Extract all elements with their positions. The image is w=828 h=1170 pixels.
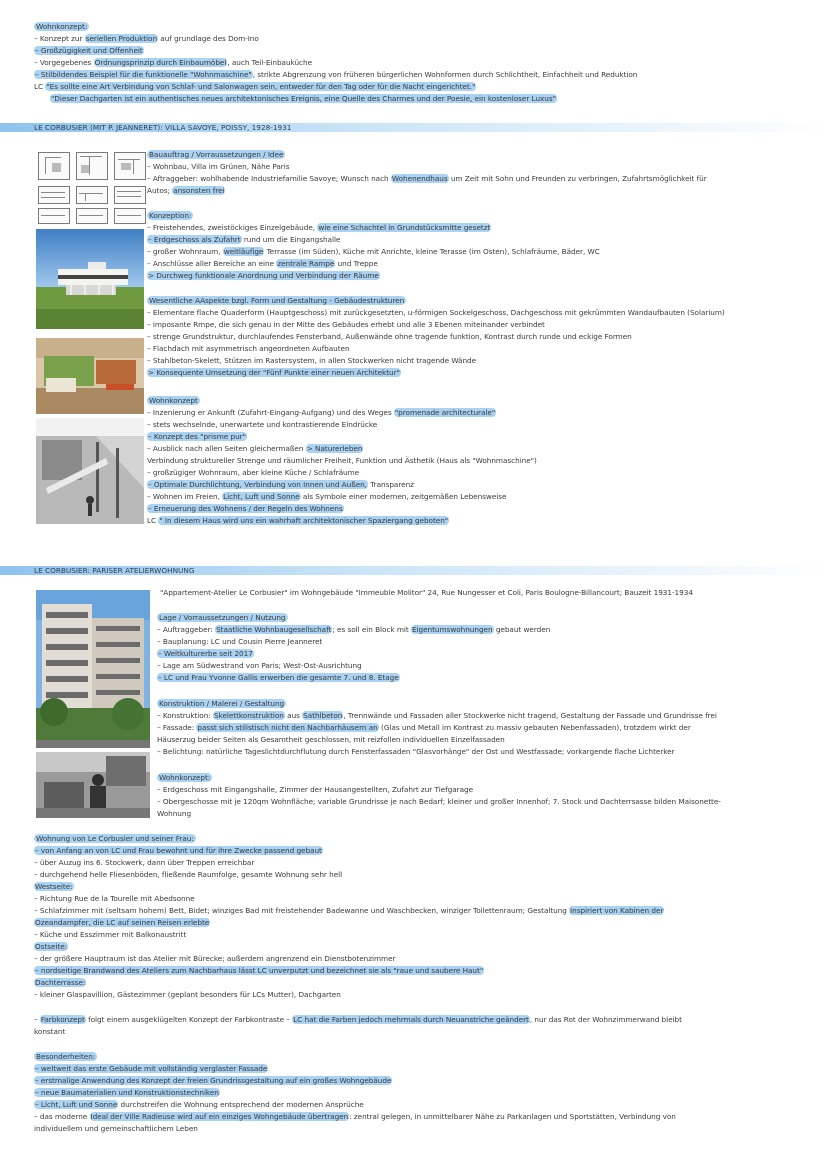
text-line: – Erneuerung des Wohnens / der Regeln des Wohnens bbox=[148, 504, 343, 513]
konzeption-heading: Konzeption: bbox=[149, 211, 192, 220]
text-line: – das moderne Ideal der Ville Radieuse wird auf ein einziges Wohngebäude übertragen: zentral gelegen, in unmittelbarer Nähe zu Parkanlagen und Sportstätten, Verbindung von bbox=[34, 1112, 676, 1121]
text-line: individuellem und gemeinschaftlichem Leben bbox=[34, 1124, 198, 1133]
bauauftrag-heading: Bauauftrag / Vorraussetzungen / Idee bbox=[149, 150, 284, 159]
savoye-wohnkonzept-heading: Wohnkonzept bbox=[149, 396, 198, 405]
quote-line: LC "Es sollte eine Art Verbindung von Schlaf- und Salonwagen sein, entweder für den Tag oder für die Nacht eingerichtet." bbox=[34, 82, 476, 91]
text-line: Verbindung struktureller Strenge und räumlicher Freiheit, Funktion und Ästhetik (Haus als "Wohnmaschine") bbox=[147, 456, 537, 465]
ostseite-heading: Ostseite: bbox=[35, 942, 68, 951]
villa-savoye-interior-photo bbox=[36, 338, 144, 414]
section-title-atelier: LE CORBUSIER: PARISER ATELIERWOHNUNG bbox=[0, 566, 828, 575]
text-line: > Konsequente Umsetzung der "Fünf Punkte einer neuen Architektur" bbox=[148, 368, 400, 377]
text-line: – kleiner Glaspavillion, Gästezimmer (geplant besonders für LCs Mutter), Dachgarten bbox=[34, 990, 341, 999]
text-line: – Stilbildendes Beispiel für die funktionelle "Wohnmaschine", strikte Abgrenzung von früheren bürgerlichen Wohnformen durch Schlichtheit, Einfachheit und Reduktion bbox=[35, 70, 638, 79]
westseite-heading: Westseite: bbox=[35, 882, 73, 891]
text-line: – Inzenierung er Ankunft (Zufahrt-Eingang-Aufgang) und des Weges "promenade architecturale" bbox=[147, 408, 496, 417]
text-line: – von Anfang an von LC und Frau bewohnt und für ihre Zwecke passend gebaut bbox=[35, 846, 322, 855]
section-drawing bbox=[114, 208, 146, 224]
text-line: – Elementare flache Quaderform (Hauptgeschoss) mit zurückgesetzten, u-förmigen Sockelgeschoss, Dachgeschoss mit gekrümmten Wandaufbauten (Solarium) bbox=[147, 308, 725, 317]
text-line: – großzügiger Wohnraum, aber kleine Küche / Schlafräume bbox=[147, 468, 360, 477]
text-line: Häuserzug beider Seiten als Gesamtheit geschlossen, mit reizfollen individuellen Einzelfassaden bbox=[157, 735, 505, 744]
text-line: – der größere Hauptraum ist das Atelier mit Bürecke; außerdem angrenzend ein Dienstbotenzimmer bbox=[34, 954, 396, 963]
text-line: – durchgehend helle Fliesenböden, fließende Raumfolge, gesamte Wohnung sehr hell bbox=[34, 870, 343, 879]
immeuble-molitor-photo bbox=[36, 590, 150, 748]
text-line: – Schlafzimmer mit (seltsam hohem) Bett, Bidet; winziges Bad mit freistehender Badewanne und Waschbecken, winziger Toilettenraum; Gestaltung inspiriert von Kabinen der bbox=[34, 906, 664, 915]
text-line: – LC und Frau Yvonne Gallis erwerben die gesamte 7. und 8. Etage bbox=[158, 673, 399, 682]
text-line: – Bauplanung: LC und Cousin Pierre Jeanneret bbox=[157, 637, 323, 646]
text-line: – Erdgeschoss mit Eingangshalle, Zimmer der Hausangestellten, Zufahrt zur Tiefgarage bbox=[157, 785, 474, 794]
text-line: – Anschlüsse aller Bereiche an eine zentrale Rampe und Treppe bbox=[147, 259, 378, 268]
text-line: – Küche und Esszimmer mit Balkonaustritt bbox=[34, 930, 187, 939]
text-line: Ozeandampfer, die LC auf seinen Reisen erlebte bbox=[35, 918, 210, 927]
text-line: – Stahlbeton-Skelett, Stützen im Rastersystem, in allen Stockwerken nicht tragende Wände bbox=[147, 356, 477, 365]
text-line: – Optimale Durchlichtung, Verbindung von Innen und Außen, Transparenz bbox=[148, 480, 414, 489]
text-line: Wohnung bbox=[157, 809, 192, 818]
text-line: – Konzept zur seriellen Produktion auf grundlage des Dom-Ino bbox=[34, 34, 259, 43]
text-line: – Farbkonzept folgt einem ausgeklügelten Konzept der Farbkontraste – LC hat die Farben jedoch mehrmals durch Neuanstriche geändert, nur das Rot der Wohnzimmerwand bleibt bbox=[34, 1015, 682, 1024]
text-line: – stets wechselnde, unerwartete und kontrastierende Eindrücke bbox=[147, 420, 378, 429]
text-line: – Aftraggeber: wohlhabende Industriefamilie Savoye; Wunsch nach Wohenendhaus um Zeit mit Sohn und Freunden zu verbringen, Zufahrtsmöglichkeit für bbox=[147, 174, 707, 183]
text-line: – erstmalige Anwendung des Konzept der freien Grundrissgestaltung auf ein großes Wohngebäude bbox=[35, 1076, 392, 1085]
konstruktion-heading: Konstruktion / Malerei / Gestaltung bbox=[159, 699, 285, 708]
quote-line: "Dieser Dachgarten ist ein authentisches neues architektonisches Ereignis, eine Quelle des Charmes und der Poesie, ein kostenloser Luxus" bbox=[51, 94, 556, 103]
text-line: – strenge Grundstruktur, durchlaufendes Fensterband, Außenwände ohne tragende funktion, Kontrast durch runde und eckige Formen bbox=[147, 332, 632, 341]
elevation-drawing bbox=[114, 186, 146, 204]
floor-plan bbox=[38, 152, 70, 180]
atelier-wohnkonzept-heading: Wohnkonzept: bbox=[159, 773, 211, 782]
text-line: – neue Baumaterialien und Konstruktionstechniken bbox=[35, 1088, 219, 1097]
text-line: > Durchweg funktionale Anordnung und Verbindung der Räume bbox=[148, 271, 379, 280]
text-line: – nordseitige Brandwand des Ateliers zum Nachbarhaus lässt LC unverputzt und bezeichnet sie als "raue und saubere Haut" bbox=[35, 966, 484, 975]
text-line: – Auftraggeber: Staatliche Wohnbaugesellschaft; es soll ein Block mit Eigentumswohnungen gebaut werden bbox=[157, 625, 551, 634]
text-line: – über Auzug ins 6. Stockwerk, dann über Treppen erreichbar bbox=[34, 858, 255, 867]
text-line: – Wohnbau, Villa im Grünen, Nähe Paris bbox=[147, 162, 290, 171]
villa-savoye-bw-photo bbox=[36, 418, 144, 524]
text-line: – imposante Rmpe, die sich genau in der Mitte des Gebäudes erhebt und alle 3 Ebenen miteinander verbindet bbox=[147, 320, 545, 329]
text-line: – Konstruktion: Skelettkonstruktion aus Sathlbeton, Trennwände und Fassaden aller Stockwerke nicht tragend, Gestaltung der Fassade und Grundrisse frei bbox=[157, 711, 717, 720]
text-line: Autos; ansonsten frei bbox=[147, 186, 225, 195]
text-line: konstant bbox=[34, 1027, 66, 1036]
floor-plan bbox=[76, 152, 108, 180]
text-line: – Weltkulturerbe seit 2017 bbox=[158, 649, 253, 658]
atelier-intro: "Appartement-Atelier Le Corbusier" im Wohngebäude "Immeuble Molitor" 24, Rue Nungesser et Coli, Paris Boulogne-Billancourt; Bauzeit 1931-1934 bbox=[160, 588, 693, 597]
text-line: – Richtung Rue de la Tourelle mit Abedsonne bbox=[34, 894, 195, 903]
quote-line: LC " In diesem Haus wird uns ein wahrhaft architektonischer Spaziergang geboten" bbox=[147, 516, 449, 525]
dachterrasse-heading: Dachterrasse: bbox=[35, 978, 86, 987]
text-line: – Obergeschosse mit je 120qm Wohnfläche; variable Grundrisse je nach Bedarf; kleiner und großer Innenhof; 7. Stock und Dachterrsasse bilden Maisonette- bbox=[157, 797, 721, 806]
lc-wohnung-heading: Wohnung von Le Corbusier und seiner Frau: bbox=[36, 834, 194, 843]
text-line: – Vorgegebenes Ordnungsprinzip durch Einbaumöbel, auch Teil-Einbauküche bbox=[34, 58, 313, 67]
text-line: – Belichtung: natürliche Tageslichtdurchflutung durch Fensterfassaden "Glasvorhänge" der Ost und Westfassade; vorkargende flache Lichterker bbox=[157, 747, 675, 756]
text-line: – großer Wohnraum, weitläufige Terrasse (im Süden), Küche mit Anrichte, kleine Terasse (im Osten), Schlafräume, Bäder, WC bbox=[147, 247, 600, 256]
besonderheiten-heading: Besonderheiten: bbox=[36, 1052, 96, 1061]
text-line: – Licht, Luft und Sonne durchstreifen die Wohnung entsprechend der modernen Ansprüche bbox=[35, 1100, 364, 1109]
text-line: – Fassade: passt sich stilistisch nicht den Nachbarhäusern an (Glas und Metall im Kontrast zu massiv gebauten Nebenfassaden), trotzdem wirkt der bbox=[157, 723, 691, 732]
text-line: – Flachdach mit asymmetrisch angeordneten Aufbauten bbox=[147, 344, 350, 353]
text-line: – Erdgeschoss als Zufahrt rund um die Eingangshalle bbox=[148, 235, 341, 244]
lage-heading: Lage / Vorraussetzungen / Nutzung bbox=[159, 613, 286, 622]
text-line: – Großzügigkeit und Offenheit bbox=[35, 46, 143, 55]
le-corbusier-bw-photo bbox=[36, 752, 150, 818]
elevation-drawing bbox=[38, 186, 70, 204]
villa-savoye-exterior-photo bbox=[36, 229, 144, 329]
section-title-savoye: LE CORBUSIER (MIT P. JEANNERET): VILLA SAVOYE, POISSY, 1928-1931 bbox=[0, 123, 828, 132]
text-line: – weltweit das erste Gebäude mit vollständig verglaster Fassade bbox=[35, 1064, 268, 1073]
section-drawing bbox=[76, 208, 108, 224]
floor-plan bbox=[114, 152, 146, 180]
wohnkonzept-heading: Wohnkonzept: bbox=[36, 22, 88, 31]
section-drawing bbox=[38, 208, 70, 224]
text-line: – Ausblick nach allen Seiten gleichermaßen > Naturerleben bbox=[147, 444, 363, 453]
text-line: – Wohnen im Freien, Licht, Luft und Sonne als Symbole einer modernen, zeitgemäßen Lebensweise bbox=[147, 492, 507, 501]
form-heading: Wesentliche AAspekte bzgl. Form und Gestaltung - Gebäudestrukturen bbox=[149, 296, 405, 305]
elevation-drawing bbox=[76, 186, 108, 204]
text-line: – Lage am Südwestrand von Paris; West-Ost-Ausrichtung bbox=[157, 661, 362, 670]
text-line: – Freistehendes, zweistöckiges Einzelgebäude, wie eine Schachtel in Grundstücksmitte gesetzt bbox=[147, 223, 491, 232]
text-line: – Konzept des "prisme pur" bbox=[148, 432, 246, 441]
